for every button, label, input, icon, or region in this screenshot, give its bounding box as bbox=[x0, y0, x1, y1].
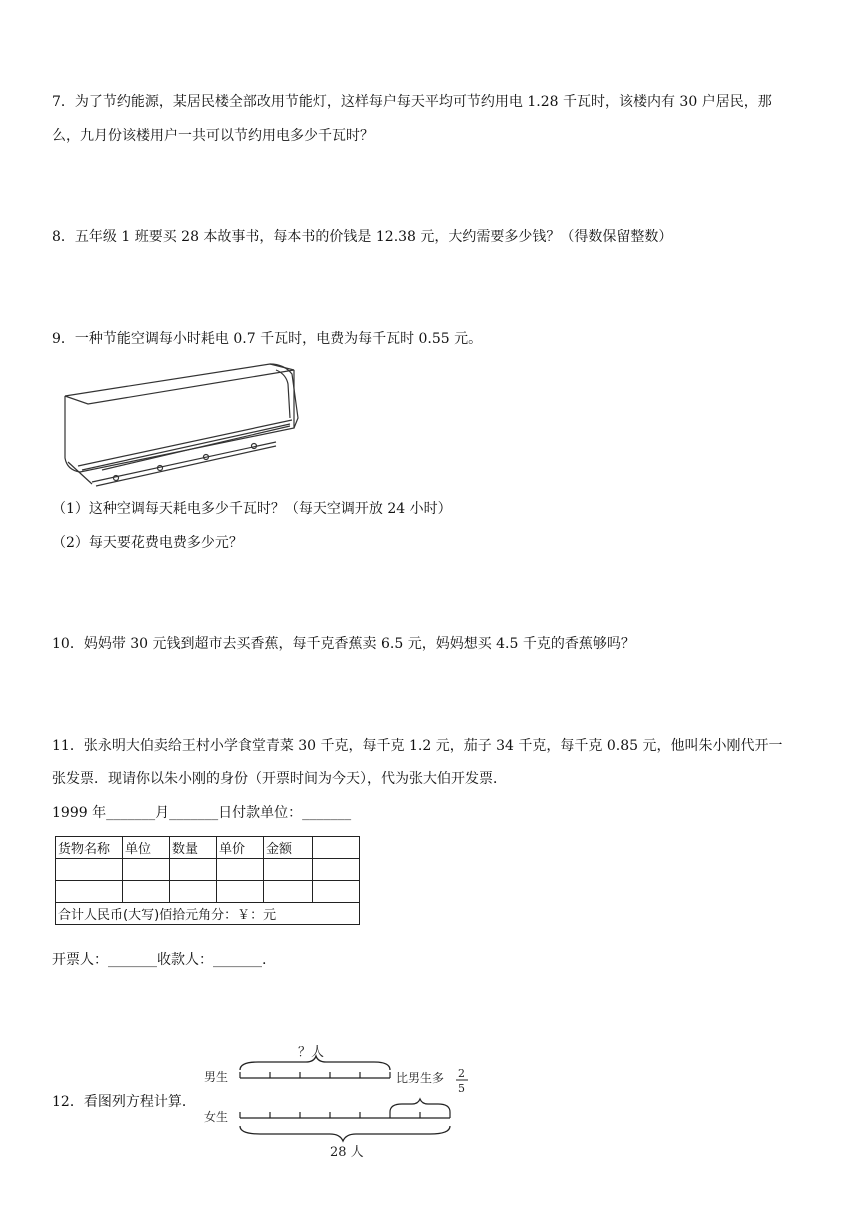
diagram-frac-den: 5 bbox=[458, 1082, 465, 1095]
invoice-header-row bbox=[56, 837, 360, 859]
invoice-blank-row bbox=[56, 859, 360, 881]
diagram-girls-label: 女生 bbox=[204, 1110, 229, 1124]
cell bbox=[217, 859, 264, 881]
col-unit: 单位 bbox=[123, 837, 170, 859]
cell bbox=[170, 859, 217, 881]
q7-line2: 么，九月份该楼用户一共可以节约用电多少千瓦时？ bbox=[52, 128, 374, 144]
col-amount: 金额 bbox=[264, 837, 313, 859]
invoice-total-row bbox=[56, 903, 360, 925]
cell bbox=[123, 859, 170, 881]
diagram-boys-label: 男生 bbox=[204, 1070, 229, 1084]
boys-brace bbox=[240, 1056, 390, 1070]
q11-line2: 张发票．现请你以朱小刚的身份（开票时间为今天），代为张大伯开发票． bbox=[52, 771, 507, 787]
invoice-table bbox=[55, 836, 360, 925]
cell bbox=[56, 859, 123, 881]
cell bbox=[170, 881, 217, 903]
diagram-question-label: ？人 bbox=[298, 1045, 325, 1060]
q10-text: 10．妈妈带 30 元钱到超市去买香蕉，每千克香蕉卖 6.5 元，妈妈想买 4.5 千克的香蕉够吗？ bbox=[52, 636, 635, 652]
q9-sub1: （1）这种空调每天耗电多少千瓦时？（每天空调开放 24 小时） bbox=[52, 501, 452, 517]
cell bbox=[56, 881, 123, 903]
q7-line1: 7．为了节约能源，某居民楼全部改用节能灯，这样每户每天平均可节约用电 1.28 千瓦时，该楼内有 30 户居民，那 bbox=[52, 94, 772, 110]
q11-line1: 11．张永明大伯卖给王村小学食堂青菜 30 千克，每千克 1.2 元，茄子 34 千克，每千克 0.85 元，他叫朱小刚代开一 bbox=[52, 738, 783, 754]
air-conditioner-image bbox=[62, 360, 302, 492]
line-segment-diagram bbox=[198, 1042, 488, 1160]
col-blank bbox=[313, 837, 360, 859]
col-goods-name: 货物名称 bbox=[56, 837, 123, 859]
total-brace bbox=[240, 1126, 450, 1141]
cell bbox=[313, 881, 360, 903]
q11-sign-line: 开票人：_______收款人：_______. bbox=[52, 952, 267, 968]
q9-sub2: （2）每天要花费电费多少元？ bbox=[52, 535, 243, 551]
q9-text: 9．一种节能空调每小时耗电 0.7 千瓦时，电费为每千瓦时 0.55 元。 bbox=[52, 331, 483, 347]
col-unit-price: 单价 bbox=[217, 837, 264, 859]
extra-brace bbox=[390, 1099, 450, 1112]
diagram-more-label: 比男生多 bbox=[396, 1071, 445, 1085]
q12-text: 12．看图列方程计算． bbox=[52, 1094, 196, 1110]
invoice-total: 合计人民币(大写)佰拾元角分：￥：元 bbox=[56, 903, 360, 925]
q8-text: 8．五年级 1 班要买 28 本故事书，每本书的价钱是 12.38 元，大约需要多少钱？（得数保留整数） bbox=[52, 229, 673, 245]
girls-ticks bbox=[240, 1112, 450, 1118]
cell bbox=[123, 881, 170, 903]
cell bbox=[217, 881, 264, 903]
q11-date-line: 1999 年_______月_______日付款单位：_______ bbox=[52, 805, 352, 821]
boys-ticks bbox=[240, 1072, 390, 1078]
invoice-blank-row bbox=[56, 881, 360, 903]
cell bbox=[264, 881, 313, 903]
cell bbox=[313, 859, 360, 881]
cell bbox=[264, 859, 313, 881]
col-quantity: 数量 bbox=[170, 837, 217, 859]
diagram-total-label: 28 人 bbox=[330, 1145, 364, 1160]
diagram-frac-num: 2 bbox=[458, 1067, 465, 1080]
